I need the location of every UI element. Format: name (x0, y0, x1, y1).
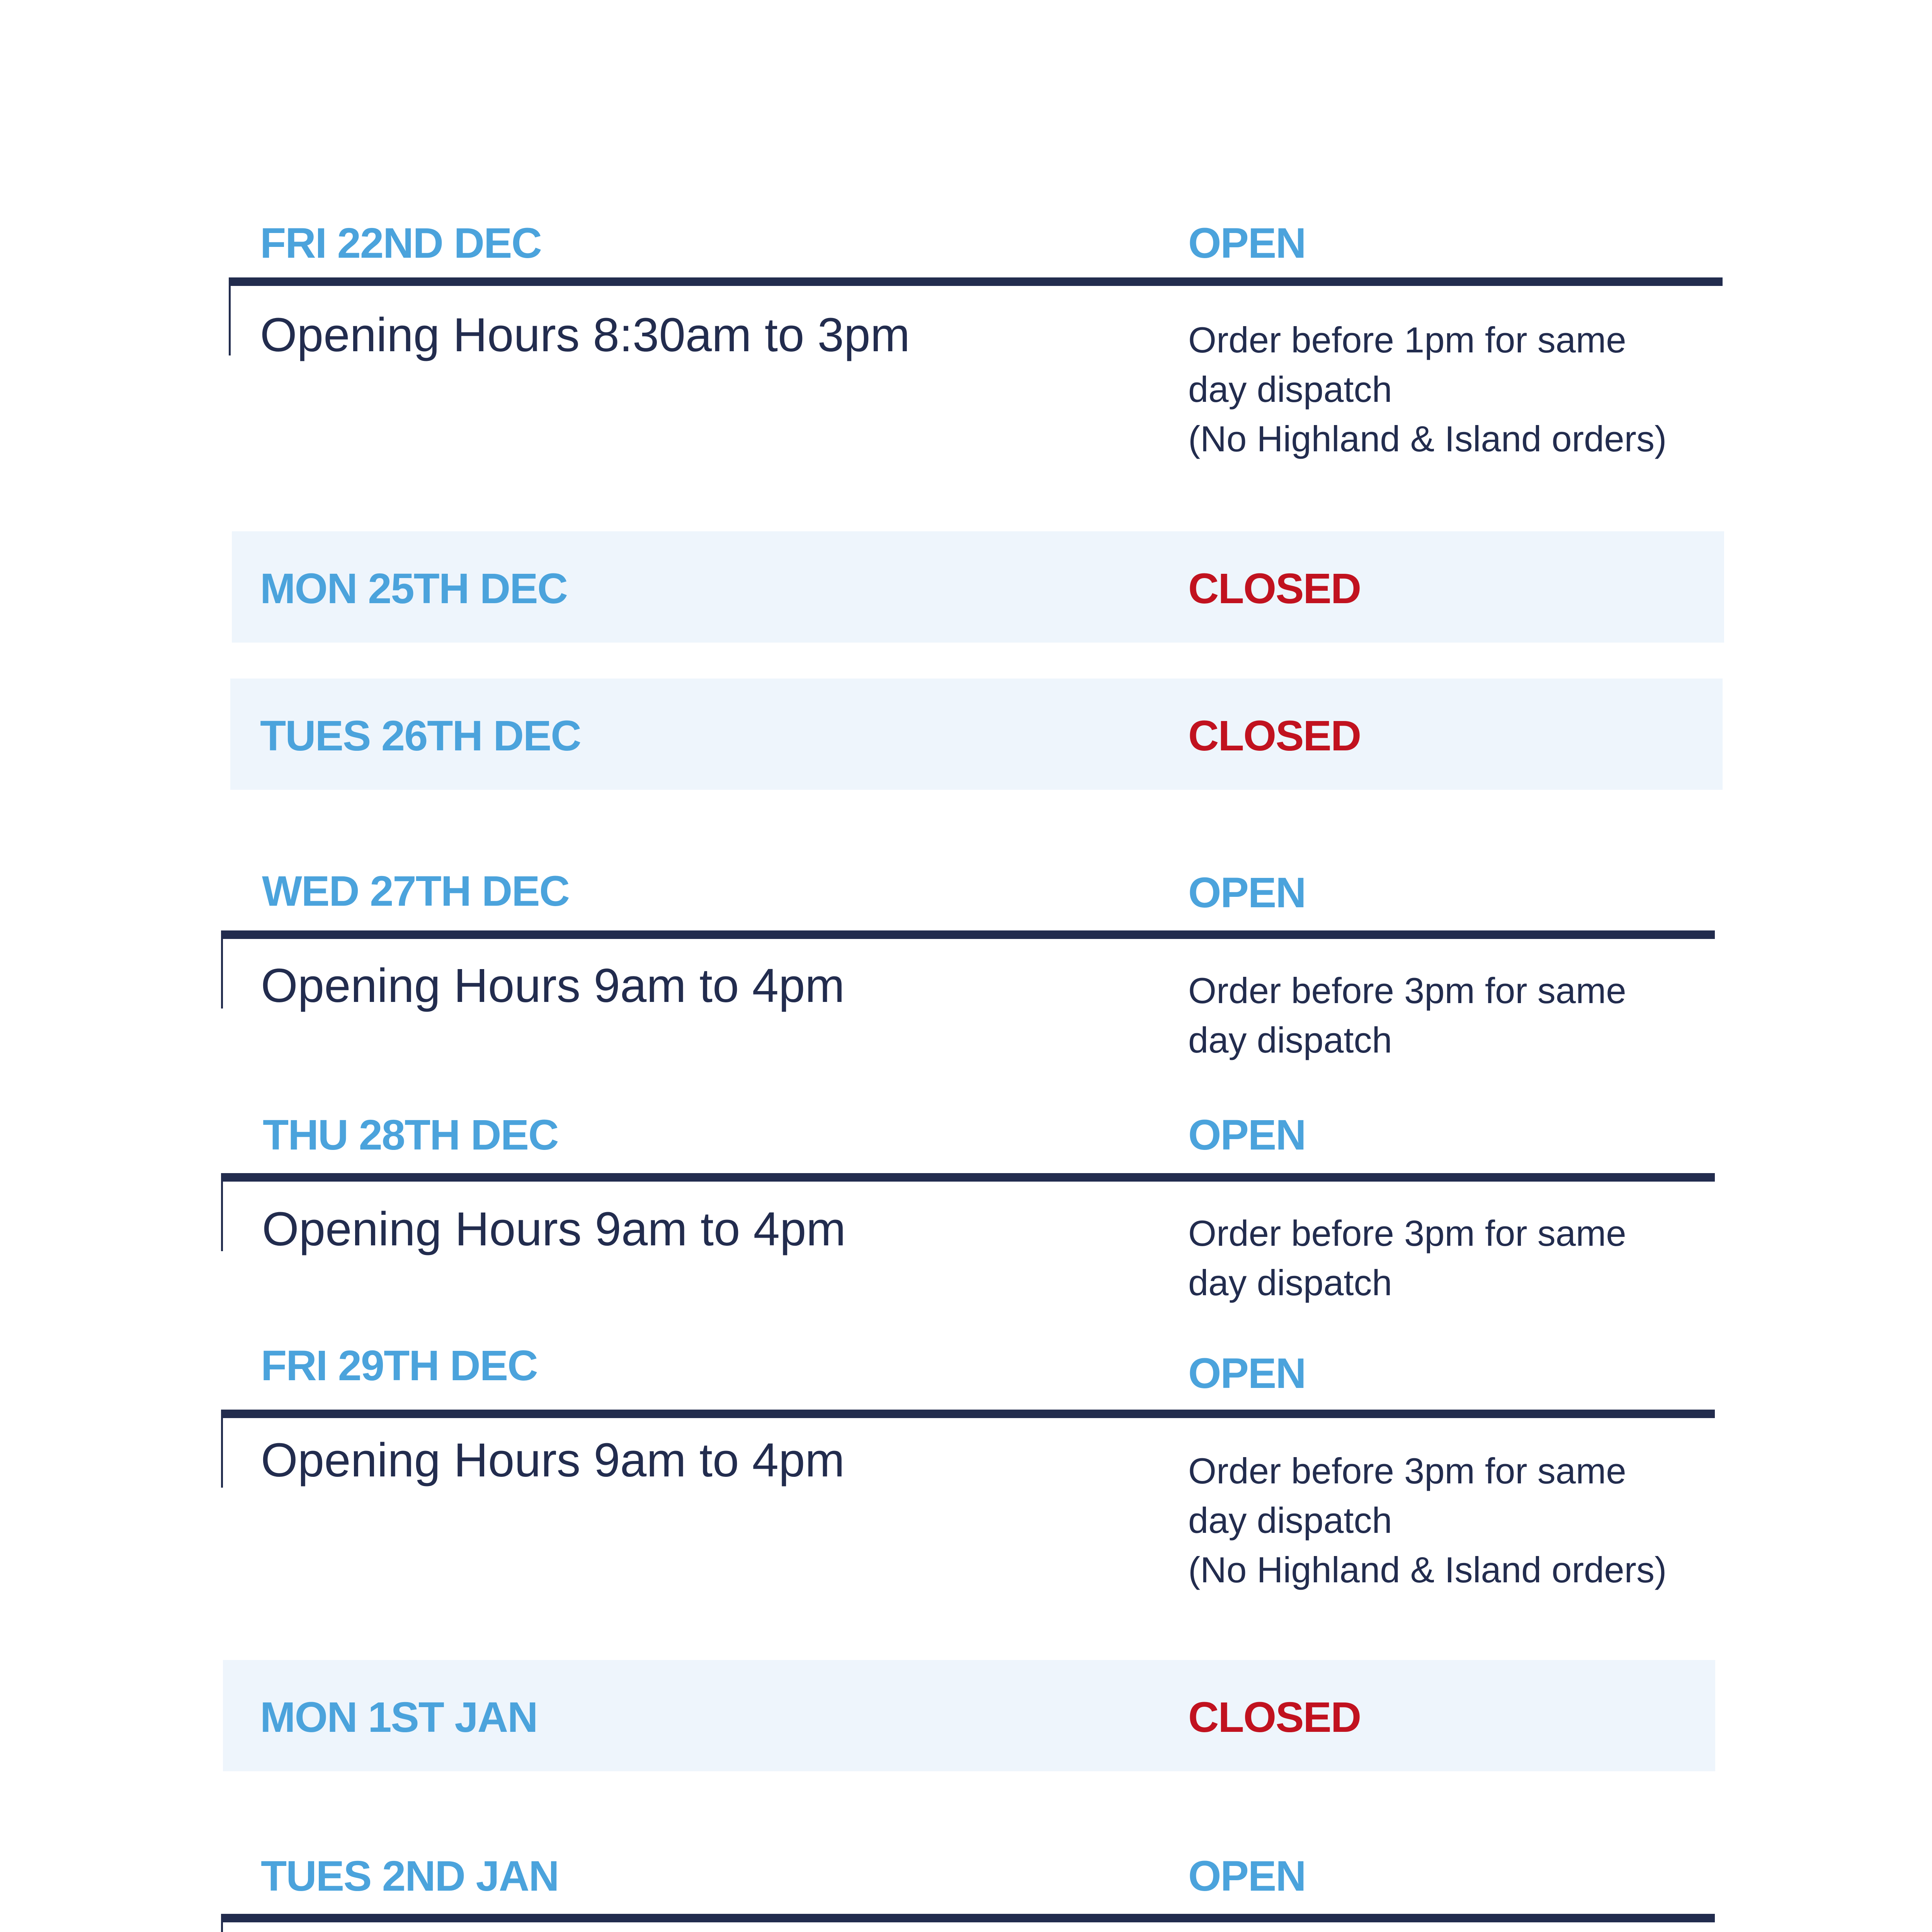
day-status-closed: CLOSED (1188, 1694, 1361, 1741)
day-status-open: OPEN (1188, 219, 1306, 267)
closed-day-band (223, 1660, 1715, 1771)
day-date: MON 25TH DEC (260, 565, 567, 612)
divider-rule (221, 1173, 1715, 1182)
divider-tick (221, 1918, 223, 1932)
day-date: WED 27TH DEC (262, 867, 569, 915)
order-note-line: Order before 3pm for same (1188, 1213, 1626, 1253)
opening-hours: Opening Hours 9am to 4pm (261, 959, 845, 1012)
order-note-line: Order before 3pm for same (1188, 1451, 1626, 1491)
order-note-line: day dispatch (1188, 1262, 1392, 1303)
order-note-line: Order before 3pm for same (1188, 970, 1626, 1011)
closed-day-band (232, 531, 1724, 643)
day-status-open: OPEN (1188, 869, 1306, 917)
closed-day-band (230, 679, 1723, 790)
divider-rule (221, 1914, 1715, 1922)
opening-hours: Opening Hours 9am to 4pm (261, 1434, 845, 1487)
order-note-line: day dispatch (1188, 369, 1392, 410)
day-date: MON 1ST JAN (260, 1694, 537, 1741)
order-note-line: (No Highland & Island orders) (1188, 418, 1667, 459)
divider-rule (221, 930, 1715, 939)
day-date: TUES 26TH DEC (260, 712, 581, 760)
opening-hours: Opening Hours 8:30am to 3pm (260, 309, 910, 362)
day-status-closed: CLOSED (1188, 712, 1361, 760)
day-status-open: OPEN (1188, 1111, 1306, 1159)
order-note-line: (No Highland & Island orders) (1188, 1549, 1667, 1590)
divider-tick (229, 282, 231, 355)
divider-tick (221, 1414, 223, 1488)
day-date: TUES 2ND JAN (261, 1852, 559, 1900)
order-note-line: day dispatch (1188, 1500, 1392, 1541)
divider-tick (221, 1178, 223, 1251)
divider-rule (221, 1410, 1715, 1418)
day-date: FRI 22ND DEC (260, 219, 541, 267)
divider-tick (221, 935, 223, 1009)
divider-rule (229, 277, 1723, 286)
order-note-line: Order before 1pm for same (1188, 320, 1626, 360)
day-status-closed: CLOSED (1188, 565, 1361, 612)
opening-hours: Opening Hours 9am to 4pm (262, 1203, 846, 1256)
day-status-open: OPEN (1188, 1350, 1306, 1397)
day-status-open: OPEN (1188, 1852, 1306, 1900)
day-date: FRI 29TH DEC (261, 1342, 537, 1389)
day-date: THU 28TH DEC (263, 1111, 558, 1159)
order-note-line: day dispatch (1188, 1020, 1392, 1060)
